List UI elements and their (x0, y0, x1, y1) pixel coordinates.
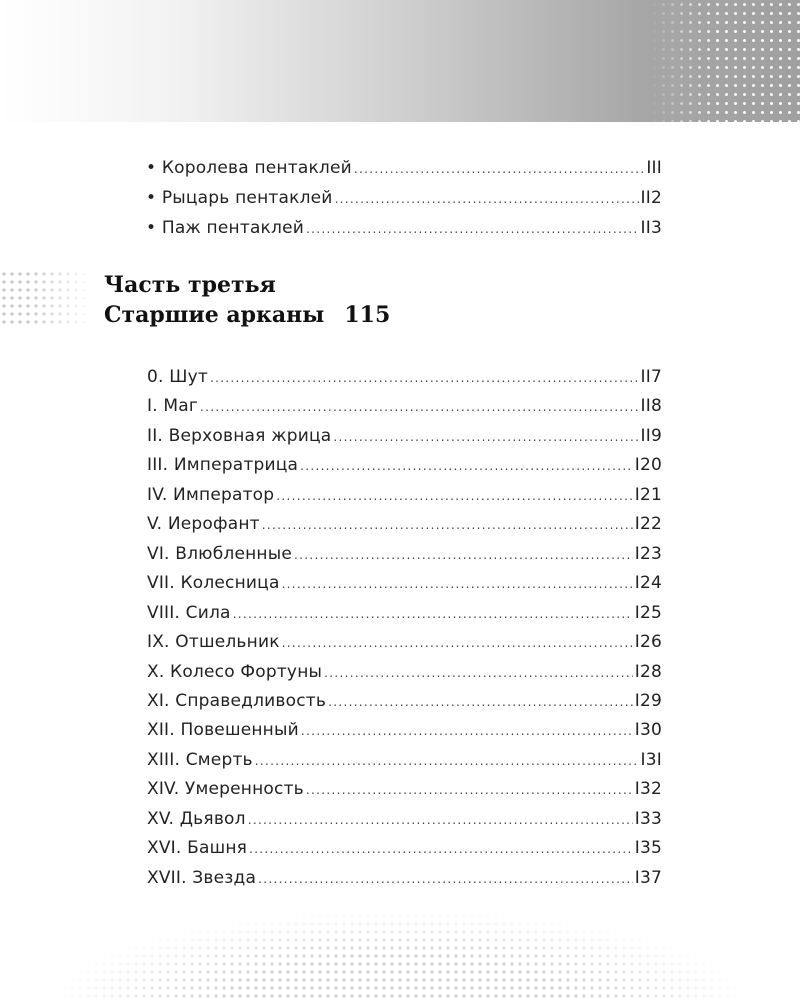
toc-entry-title: I. Маг (147, 396, 199, 417)
toc-entry-title: XVII. Звезда (147, 867, 257, 888)
toc-entry[interactable] (146, 217, 662, 240)
dot-leader (210, 366, 639, 389)
left-dot-pattern (0, 270, 92, 328)
toc-entry-title: • Рыцарь пентаклей (146, 188, 333, 208)
toc-entry-title: XIV. Умеренность (147, 779, 304, 800)
toc-entry-page: I29 (634, 690, 662, 711)
toc-entry-page: I37 (634, 867, 662, 888)
toc-entry-page: I35 (634, 838, 662, 859)
toc-entry-page: I20 (634, 455, 662, 476)
toc-entry[interactable] (147, 778, 662, 801)
toc-entry[interactable] (147, 631, 662, 654)
toc-entry-page: II9 (640, 425, 662, 446)
toc-entry[interactable] (147, 867, 662, 890)
toc-entry[interactable] (147, 454, 662, 477)
dot-leader (328, 690, 633, 713)
toc-entry-title: XII. Повешенный (147, 720, 299, 741)
dot-leader (324, 661, 633, 684)
toc-entry[interactable] (147, 513, 662, 536)
toc-entry-title: VII. Колесница (147, 573, 280, 594)
dot-leader (262, 513, 633, 536)
toc-entry[interactable] (147, 484, 662, 507)
toc-entry-title: IX. Отшельник (147, 632, 280, 653)
header-dot-pattern (650, 0, 800, 122)
toc-entry-page: I24 (634, 573, 662, 594)
toc-entry-title: XI. Справедливость (147, 690, 327, 711)
toc-entry-title: XIII. Смерть (147, 749, 253, 770)
toc-entry[interactable] (147, 690, 662, 713)
part-page-number: 115 (344, 302, 391, 328)
toc-entry-title: III. Императрица (147, 455, 299, 476)
toc-entry-page: I26 (634, 632, 662, 653)
toc-entry-page: III (646, 158, 662, 178)
toc-entry-title: IV. Император (147, 484, 275, 505)
dot-leader (306, 778, 633, 801)
dot-leader (200, 395, 639, 418)
dot-leader (248, 808, 633, 831)
toc-entry-page: I30 (634, 720, 662, 741)
toc-entry[interactable] (147, 837, 662, 860)
toc-entry-page: I21 (634, 484, 662, 505)
dot-leader (282, 631, 633, 654)
toc-entry-page: II3 (640, 218, 662, 238)
dot-leader (335, 187, 639, 210)
dot-leader (333, 425, 638, 448)
dot-leader (294, 543, 633, 566)
toc-entry-page: I3I (640, 749, 662, 770)
toc-entry-title: VI. Влюбленные (147, 543, 293, 564)
dot-leader (255, 749, 639, 772)
part-title: Часть третья (104, 272, 276, 298)
dot-leader (233, 602, 633, 625)
bottom-dot-pattern (60, 912, 740, 1000)
toc-entry-page: II2 (640, 188, 662, 208)
toc-entry[interactable] (146, 187, 662, 210)
toc-entry-title: X. Колесо Фортуны (147, 661, 323, 682)
dot-leader (354, 157, 644, 180)
dot-leader (249, 837, 633, 860)
part-subtitle: Старшие арканы (104, 302, 325, 328)
toc-entry-title: 0. Шут (147, 367, 208, 387)
toc-entry-page: I25 (634, 602, 662, 623)
part-subtitle-line[interactable] (104, 300, 390, 330)
toc-entry-page: I32 (634, 779, 662, 800)
toc-entry[interactable] (147, 366, 662, 389)
toc-entry[interactable] (147, 572, 662, 595)
toc-entry[interactable] (147, 661, 662, 684)
toc-entry[interactable] (147, 425, 662, 448)
toc-entry-title: • Паж пентаклей (146, 218, 305, 238)
dot-leader (306, 217, 639, 240)
toc-entry-page: I28 (634, 661, 662, 682)
toc-entry[interactable] (147, 543, 662, 566)
dot-leader (258, 867, 633, 890)
toc-entry-page: I22 (634, 514, 662, 535)
dot-leader (301, 719, 633, 742)
toc-entry-title: • Королева пентаклей (146, 158, 352, 178)
toc-entry-page: II8 (640, 396, 662, 417)
toc-entry[interactable] (147, 395, 662, 418)
toc-entry-page: I23 (634, 543, 662, 564)
dot-leader (276, 484, 632, 507)
toc-entry[interactable] (147, 602, 662, 625)
toc-entry-page: II7 (640, 367, 662, 387)
dot-leader (282, 572, 633, 595)
toc-entry-title: XV. Дьявол (147, 808, 246, 829)
dot-leader (300, 454, 633, 477)
toc-entry-page: I33 (634, 808, 662, 829)
toc-entry[interactable] (146, 157, 662, 180)
toc-entry[interactable] (147, 808, 662, 831)
toc-entry-title: XVI. Башня (147, 838, 248, 859)
toc-entry[interactable] (147, 749, 662, 772)
toc-entry-title: V. Иерофант (147, 514, 260, 535)
toc-entry[interactable] (147, 719, 662, 742)
toc-entry-title: VIII. Сила (147, 602, 231, 623)
toc-entry-title: II. Верховная жрица (147, 425, 332, 446)
